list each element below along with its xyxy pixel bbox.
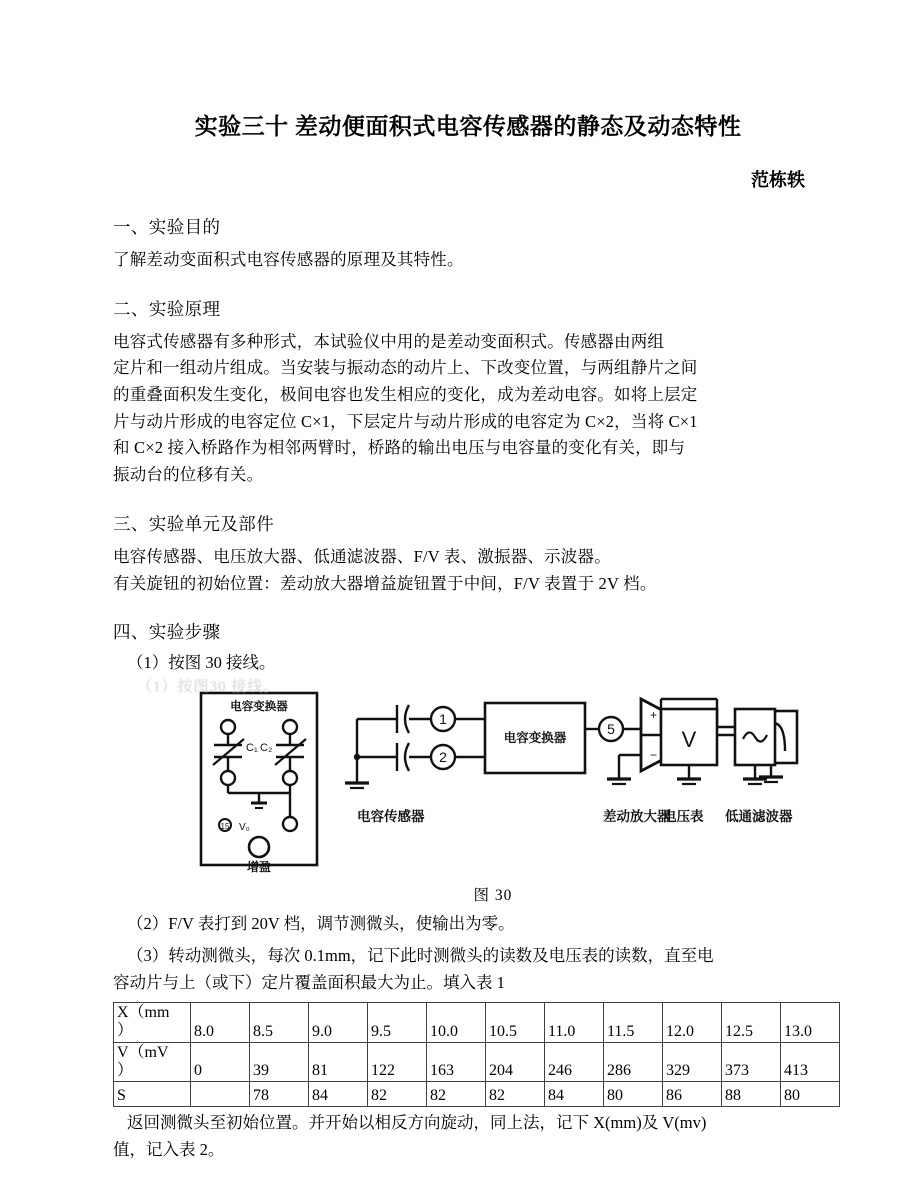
cell-v-3: 122	[368, 1042, 427, 1082]
measurement-table-1	[113, 1002, 840, 1108]
capacitor-c2-label: C₂	[260, 741, 273, 754]
cell-s-8: 86	[663, 1082, 722, 1107]
node-15-label: 15	[220, 821, 230, 831]
amp-plus-label: +	[650, 707, 658, 722]
paragraph-line: 和 C×2 接入桥路作为相邻两臂时，桥路的输出电压与电容量的变化有关，即与	[113, 438, 686, 458]
step-3-line-2: 容动片与上（或下）定片覆盖面积最大为止。填入表 1	[113, 972, 505, 992]
cell-x-7: 11.5	[604, 1002, 663, 1042]
paragraph-line: 的重叠面积发生变化，极间电容也发生相应的变化，成为差动电容。如将上层定	[113, 385, 698, 405]
cell-s-2: 84	[309, 1082, 368, 1107]
section-heading-1: 一、实验目的	[113, 216, 221, 237]
cell-x-4: 10.0	[427, 1002, 486, 1042]
scan-artifact-text: （1）按图30 接线。	[137, 678, 280, 695]
section-body-3	[113, 544, 813, 597]
amplifier-caption-label: 差动放大器	[603, 808, 671, 824]
cell-x-0: 8.0	[191, 1002, 250, 1042]
step-3	[113, 943, 813, 996]
row-header-x-line1: X（mm	[117, 1003, 170, 1021]
cell-s-5: 82	[486, 1082, 545, 1107]
cell-s-10: 80	[781, 1082, 840, 1107]
author-name: 范栋轶	[751, 169, 805, 190]
paragraph-line: 片与动片形成的电容定位 C×1，下层定片与动片形成的电容定为 C×2，当将 C×1	[113, 411, 698, 431]
panel-vo-label: V₀	[239, 821, 250, 833]
cell-v-8: 329	[663, 1042, 722, 1082]
voltmeter-caption-label: 电压表	[663, 808, 704, 824]
row-header-s-line1: S	[117, 1087, 126, 1105]
cell-s-1: 78	[250, 1082, 309, 1107]
cell-s-4: 82	[427, 1082, 486, 1107]
node-5-label: 5	[607, 720, 615, 737]
lowpass-caption-label: 低通滤波器	[725, 808, 793, 824]
cell-x-9: 12.5	[722, 1002, 781, 1042]
sensor-caption-label: 电容传感器	[357, 808, 425, 824]
voltmeter-glyph: V	[681, 726, 697, 752]
cell-x-3: 9.5	[368, 1002, 427, 1042]
row-header-v	[114, 1042, 191, 1082]
cell-v-6: 246	[545, 1042, 604, 1082]
cell-v-9: 373	[722, 1042, 781, 1082]
cell-s-6: 84	[545, 1082, 604, 1107]
gain-knob-label: 增盈	[246, 859, 272, 874]
cell-x-8: 12.0	[663, 1002, 722, 1042]
paragraph-line: 了解差动变面积式电容传感器的原理及其特性。	[113, 249, 464, 269]
section-heading-2: 二、实验原理	[113, 298, 221, 319]
document-body	[113, 0, 813, 1163]
step-3-line-1: （3）转动测微头，每次 0.1mm，记下此时测微头的读数及电压表的读数，直至电	[127, 946, 714, 966]
panel-title-label: 电容变换器	[230, 700, 288, 713]
row-header-x-line2: ）	[117, 1022, 134, 1040]
node-1-label: 1	[439, 710, 447, 727]
cell-v-0: 0	[191, 1042, 250, 1082]
row-header-v-line1: V（mV	[117, 1043, 169, 1061]
paragraph-line: 有关旋钮的初始位置：差动放大器增益旋钮置于中间，F/V 表置于 2V 档。	[113, 573, 657, 593]
section-body-1	[113, 247, 813, 274]
section-body-2	[113, 329, 813, 489]
closing-line-2: 值，记入表 2。	[113, 1139, 225, 1159]
row-header-v-line2: ）	[117, 1062, 134, 1080]
cell-v-5: 204	[486, 1042, 545, 1082]
cell-x-5: 10.5	[486, 1002, 545, 1042]
cell-v-2: 81	[309, 1042, 368, 1082]
section-heading-4: 四、实验步骤	[113, 622, 221, 643]
cell-v-1: 39	[250, 1042, 309, 1082]
closing-line-1: 返回测微头至初始位置。并开始以相反方向旋动，同上法，记下 X(mm)及 V(mv)	[127, 1113, 707, 1133]
figure-caption: 图 30	[473, 886, 513, 904]
node-2-label: 2	[439, 748, 447, 765]
cell-v-10: 413	[781, 1042, 840, 1082]
capacitor-c1-label: C₁	[246, 741, 258, 754]
cell-x-2: 9.0	[309, 1002, 368, 1042]
closing-paragraph	[113, 1110, 813, 1163]
cell-x-1: 8.5	[250, 1002, 309, 1042]
step-1	[113, 650, 813, 676]
converter-block-label: 电容变换器	[503, 730, 567, 745]
cell-x-6: 11.0	[545, 1002, 604, 1042]
cell-s-9: 88	[722, 1082, 781, 1107]
row-header-s	[114, 1082, 191, 1107]
section-heading-3: 三、实验单元及部件	[113, 513, 275, 534]
meter-blocks-diagram	[623, 679, 823, 879]
row-header-x	[114, 1002, 191, 1042]
cell-s-7: 80	[604, 1082, 663, 1107]
step-2	[113, 911, 813, 937]
amp-minus-label: −	[650, 747, 658, 762]
cell-v-4: 163	[427, 1042, 486, 1082]
table-row	[114, 1002, 840, 1042]
cell-s-3: 82	[368, 1082, 427, 1107]
table-row	[114, 1082, 840, 1107]
step-1-text: （1）按图 30 接线。	[127, 653, 276, 673]
paragraph-line: 定片和一组动片组成。当安装与振动态的动片上、下改变位置，与两组静片之间	[113, 358, 698, 378]
page-title: 实验三十 差动便面积式电容传感器的静态及动态特性	[194, 114, 742, 139]
cell-v-7: 286	[604, 1042, 663, 1082]
step-2-text: （2）F/V 表打到 20V 档，调节测微头，使输出为零。	[127, 913, 515, 933]
cell-s-0	[191, 1082, 250, 1107]
paragraph-line: 电容式传感器有多种形式，本试验仪中用的是差动变面积式。传感器由两组	[113, 331, 665, 351]
cell-x-10: 13.0	[781, 1002, 840, 1042]
table-row	[114, 1042, 840, 1082]
paragraph-line: 电容传感器、电压放大器、低通滤波器、F/V 表、激振器、示波器。	[113, 546, 611, 566]
paragraph-line: 振动台的位移有关。	[113, 465, 264, 485]
figure-30	[113, 679, 813, 889]
